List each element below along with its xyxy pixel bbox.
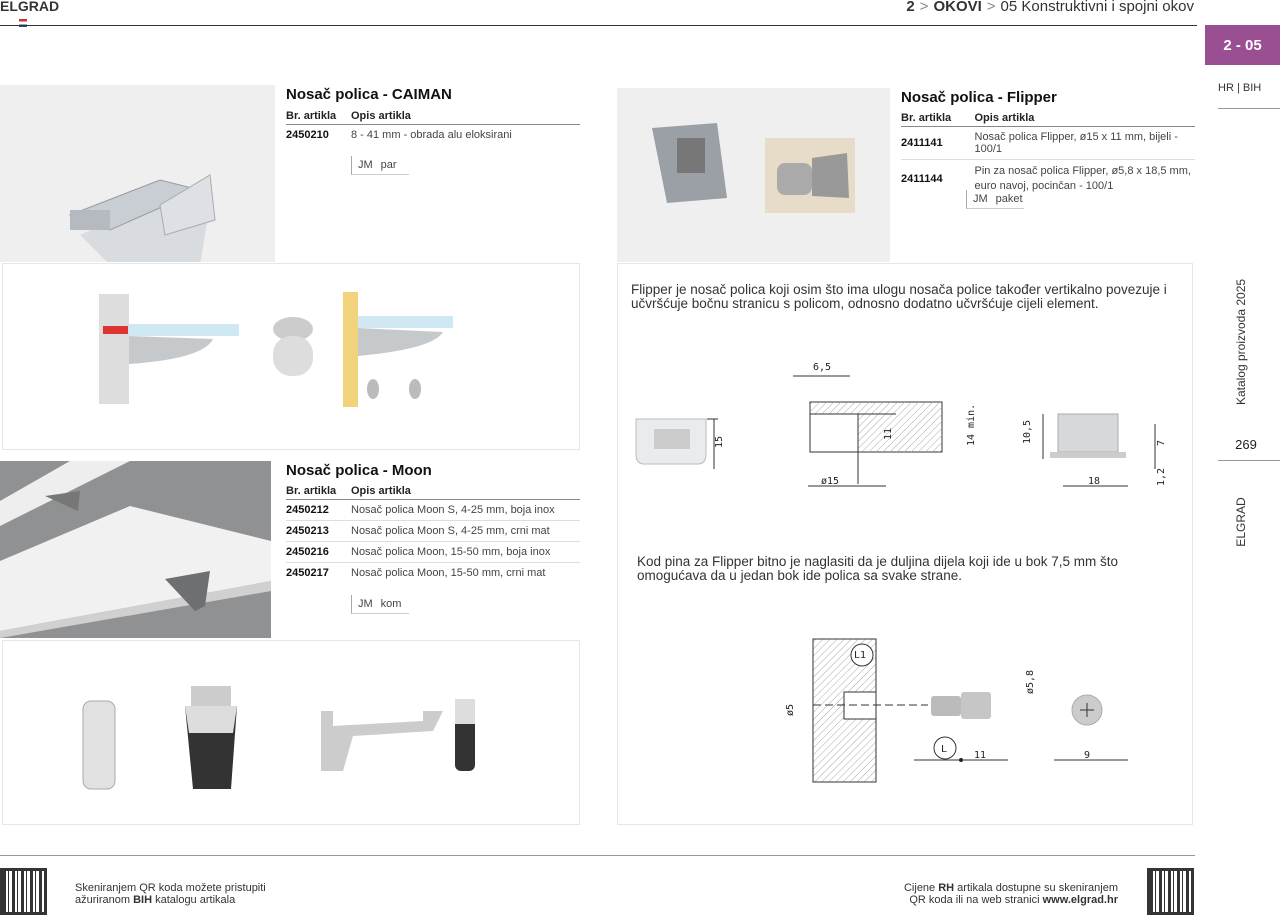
dim-phi-5: ø5: [785, 703, 796, 716]
article-code: 2450217: [286, 567, 329, 579]
text: QR koda ili na web stranici: [909, 894, 1043, 906]
dim-11: 11: [883, 427, 894, 440]
language-label: HR | BIH: [1218, 82, 1262, 94]
article-code: 2411144: [901, 173, 943, 185]
footer-left-line-1: Skeniranjem QR koda možete pristupiti: [75, 882, 266, 894]
unit-label: JM: [358, 598, 373, 610]
dim-1-2: 1,2: [1156, 467, 1167, 486]
breadcrumb-subnum: 05: [1000, 0, 1018, 15]
breadcrumb-chapter: 2: [906, 0, 915, 15]
text: Cijene: [903, 882, 939, 894]
dim-14-min: 14 min.: [966, 403, 977, 446]
catalog-label: Katalog proizvoda 2025: [1234, 278, 1248, 406]
dim-15: 15: [714, 435, 725, 448]
pin-description: Kod pina za Flipper bitno je naglasiti da je duljina dijela koji ide u bok 7,5 mm što omogućava da u jedan bok ide polica sa svake strane.: [637, 554, 1119, 583]
footer-left-line-2: [75, 894, 266, 906]
table-row: [286, 542, 580, 563]
sidebar-brand: ELGRAD: [1234, 497, 1248, 547]
dim-18: 18: [1088, 476, 1101, 487]
unit-value: paket: [995, 193, 1023, 205]
article-desc: Nosač polica Moon S, 4-25 mm, boja inox: [351, 500, 580, 521]
dim-10-5: 10,5: [1022, 419, 1033, 444]
article-desc: Pin za nosač polica Flipper, ø5,8 x 18,5 mm, euro navoj, pocinčan - 100/1: [974, 165, 1191, 192]
footer-divider: [0, 855, 1195, 856]
breadcrumb-subtitle: Konstruktivni i spojni okov: [1021, 0, 1194, 15]
article-code: 2450216: [286, 542, 351, 563]
dim-9: 9: [1084, 750, 1091, 761]
article-code: 2411141: [901, 127, 975, 160]
flipper-dimension-drawing: [618, 264, 1194, 826]
qr-code-rh[interactable]: [1147, 868, 1194, 915]
unit-value: par: [380, 159, 397, 171]
text: ažuriranom: [75, 894, 134, 906]
col-desc: Opis artikla: [351, 108, 580, 125]
table-row: [901, 127, 1195, 160]
flipper-description: Flipper je nosač polica koji osim što ima ulogu nosača police također vertikalno povezuje i učvršćuje bočnu stranicu s policom, odnosno dodatno učvršćuje cijeli element.: [631, 282, 1167, 311]
dim-L1: L1: [854, 650, 867, 661]
chapter-tab: 2 - 05: [1205, 25, 1280, 65]
text-bold: RH: [938, 882, 955, 894]
dim-phi-15: ø15: [821, 476, 840, 487]
caiman-technical-drawing: [2, 263, 580, 450]
footer-left-text: [75, 882, 266, 906]
sidebar-divider: [1218, 108, 1280, 109]
page-number: 269: [1235, 437, 1257, 452]
col-code: Br. artikla: [286, 108, 351, 125]
unit-value: kom: [380, 598, 402, 610]
moon-table: [286, 483, 580, 583]
unit-box: [966, 190, 1024, 209]
article-desc: Nosač polica Moon S, 4-25 mm, crni mat: [351, 521, 580, 542]
table-row: [901, 160, 1195, 199]
footer-right-line-1: [904, 882, 1118, 894]
unit-box: [351, 156, 409, 175]
breadcrumb-section: OKOVI: [933, 0, 982, 15]
table-row: [286, 521, 580, 542]
caiman-title: Nosač polica - CAIMAN: [286, 86, 452, 103]
dim-6-5: 6,5: [813, 362, 832, 373]
article-code: 2450212: [286, 500, 351, 521]
flipper-table: [901, 110, 1195, 198]
table-row: [286, 125, 580, 146]
dim-L: L: [941, 744, 948, 755]
breadcrumb: 2 > OKOVI > 05 Konstruktivni i spojni okov: [906, 0, 1194, 15]
moon-technical-drawing: [2, 640, 580, 825]
flipper-product-image: [617, 88, 890, 262]
unit-label: JM: [973, 193, 988, 205]
text: artikala dostupne su skeniranjem: [954, 882, 1118, 894]
text-bold: BIH: [133, 894, 153, 906]
footer-right-line-2: [904, 894, 1118, 906]
col-desc: Opis artikla: [351, 483, 580, 500]
unit-box: [351, 595, 409, 614]
table-row: [286, 563, 580, 584]
caiman-table: [286, 108, 580, 145]
article-desc: Nosač polica Moon, 15-50 mm, crni mat: [351, 567, 546, 579]
flipper-info-panel: [617, 263, 1193, 825]
sidebar-divider: [1218, 460, 1280, 461]
col-code: Br. artikla: [286, 483, 351, 500]
article-desc: 8 - 41 mm - obrada alu eloksirani: [351, 129, 512, 141]
article-code: 2450210: [286, 129, 329, 141]
brand-logo: ELGRAD: [0, 0, 60, 14]
col-desc: Opis artikla: [975, 110, 1196, 127]
qr-code-bih[interactable]: [0, 868, 47, 915]
text: katalogu artikala: [152, 894, 236, 906]
article-desc: Nosač polica Moon, 15-50 mm, boja inox: [351, 542, 580, 563]
header-divider: [0, 25, 1197, 26]
dim-phi-5-8: ø5,8: [1025, 669, 1036, 694]
moon-title: Nosač polica - Moon: [286, 462, 432, 479]
moon-product-image: [0, 461, 271, 638]
flipper-title: Nosač polica - Flipper: [901, 89, 1057, 106]
website-link[interactable]: www.elgrad.hr: [1042, 894, 1118, 906]
footer-right-text: [904, 882, 1118, 906]
table-row: [286, 500, 580, 521]
caiman-product-image: [0, 85, 275, 262]
article-code: 2450213: [286, 521, 351, 542]
col-code: Br. artikla: [901, 110, 975, 127]
article-desc: Nosač polica Flipper, ø15 x 11 mm, bijeli - 100/1: [975, 127, 1196, 160]
dim-11-pin: 11: [974, 750, 987, 761]
unit-label: JM: [358, 159, 373, 171]
dim-7: 7: [1156, 439, 1167, 446]
